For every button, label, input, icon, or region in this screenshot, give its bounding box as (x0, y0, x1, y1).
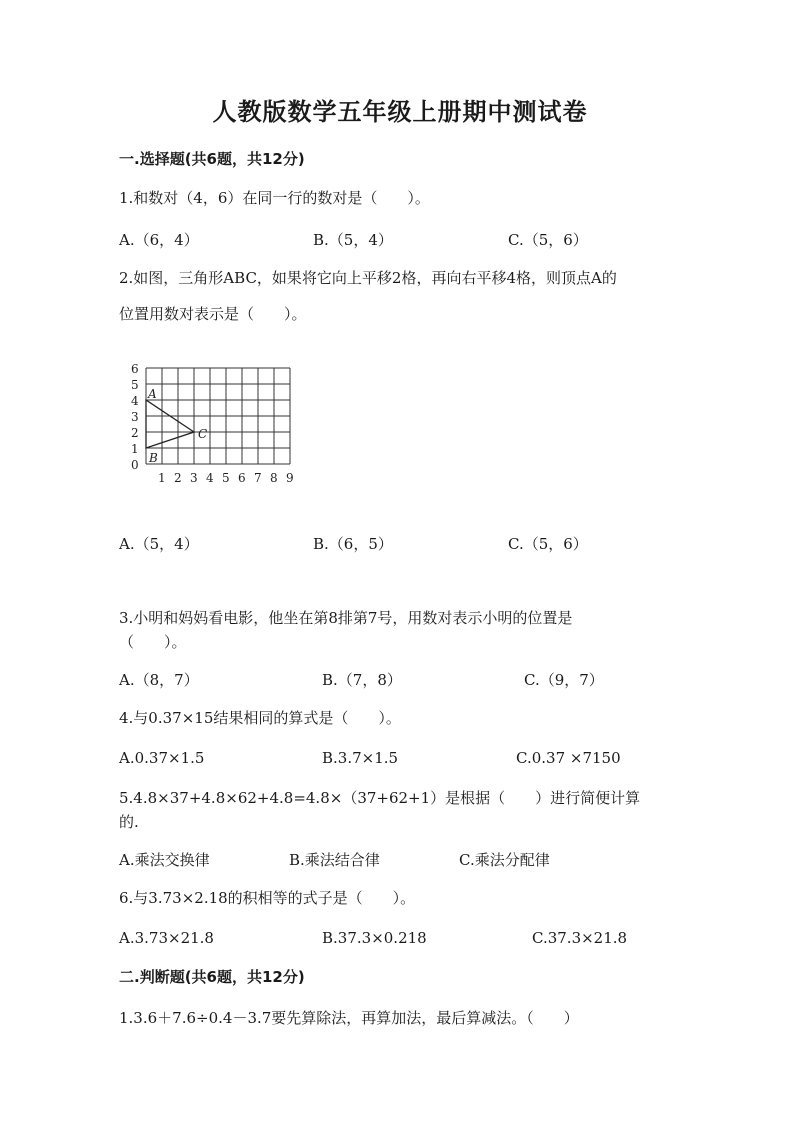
x-tick-label: 5 (222, 471, 230, 484)
question-2-option-b: B.（6，5） (313, 535, 393, 553)
judgement-question-1: 1.3.6＋7.6÷0.4－3.7要先算除法，再算加法，最后算减法。（ ） (119, 1009, 579, 1027)
question-3-option-a: A.（8，7） (119, 671, 199, 689)
x-tick-label: 7 (254, 471, 262, 484)
question-3 (119, 606, 679, 654)
page-title: 人教版数学五年级上册期中测试卷 (212, 98, 588, 126)
x-tick-label: 8 (270, 471, 278, 484)
question-5 (119, 786, 679, 834)
x-tick-label: 6 (238, 471, 246, 484)
vertex-labels (147, 387, 207, 465)
question-2-option-c: C.（5，6） (508, 535, 588, 553)
coordinate-grid (128, 360, 300, 484)
y-tick-label: 1 (131, 442, 139, 456)
question-4: 4.与0.37×15结果相同的算式是（ ）。 (119, 709, 401, 727)
question-2-line-2: 位置用数对表示是（ ）。 (119, 305, 307, 323)
question-3-option-b: B.（7，8） (322, 671, 402, 689)
x-tick-label: 9 (286, 471, 294, 484)
coordinate-grid-figure (128, 360, 300, 484)
triangle-abc (146, 400, 194, 448)
vertex-label-c: C (198, 427, 208, 441)
question-2-line-1: 2.如图，三角形ABC，如果将它向上平移2格，再向右平移4格，则顶点A的 (119, 269, 617, 287)
question-6-option-c: C.37.3×21.8 (532, 929, 628, 947)
question-4-option-b: B.3.7×1.5 (322, 749, 399, 767)
question-1-option-c: C.（5，6） (508, 231, 588, 249)
question-4-option-a: A.0.37×1.5 (119, 749, 205, 767)
question-3-option-c: C.（9，7） (524, 671, 604, 689)
x-tick-label: 2 (174, 471, 182, 484)
question-5-option-a: A.乘法交换律 (119, 851, 210, 869)
question-1-option-b: B.（5，4） (313, 231, 393, 249)
y-tick-label: 3 (131, 410, 139, 424)
x-tick-label: 1 (158, 471, 166, 484)
question-2-option-a: A.（5，4） (119, 535, 199, 553)
section-heading-choice: 一.选择题(共6题，共12分) (119, 150, 305, 168)
section-heading-judgement: 二.判断题(共6题，共12分) (119, 968, 305, 986)
question-2 (119, 266, 679, 326)
question-4-option-c: C.0.37 ×7150 (516, 749, 621, 767)
vertex-label-b: B (149, 451, 158, 465)
question-6-option-b: B.37.3×0.218 (322, 929, 427, 947)
question-6: 6.与3.73×2.18的积相等的式子是（ ）。 (119, 889, 416, 907)
question-5-option-b: B.乘法结合律 (289, 851, 380, 869)
question-5-line-1: 5.4.8×37+4.8×62+4.8=4.8×（37+62+1）是根据（ ）进行简便计算 (119, 789, 641, 807)
x-tick-label: 3 (190, 471, 198, 484)
x-tick-label: 4 (206, 471, 214, 484)
y-axis-labels (131, 362, 139, 472)
question-6-option-a: A.3.73×21.8 (119, 929, 214, 947)
y-tick-label: 2 (131, 426, 139, 440)
question-3-line-1: 3.小明和妈妈看电影，他坐在第8排第7号，用数对表示小明的位置是 (119, 609, 573, 627)
y-tick-label: 4 (131, 394, 139, 408)
question-3-line-2: （ ）。 (119, 633, 187, 651)
y-tick-label: 5 (131, 378, 139, 392)
question-5-option-c: C.乘法分配律 (459, 851, 550, 869)
x-axis-labels (158, 471, 294, 484)
question-5-line-2: 的. (119, 813, 139, 831)
y-tick-label: 6 (131, 362, 139, 376)
y-tick-label: 0 (131, 458, 139, 472)
grid-lines (146, 368, 290, 464)
vertex-label-a: A (148, 387, 157, 401)
question-1-option-a: A.（6，4） (119, 231, 199, 249)
question-1: 1.和数对（4，6）在同一行的数对是（ ）。 (119, 189, 430, 207)
